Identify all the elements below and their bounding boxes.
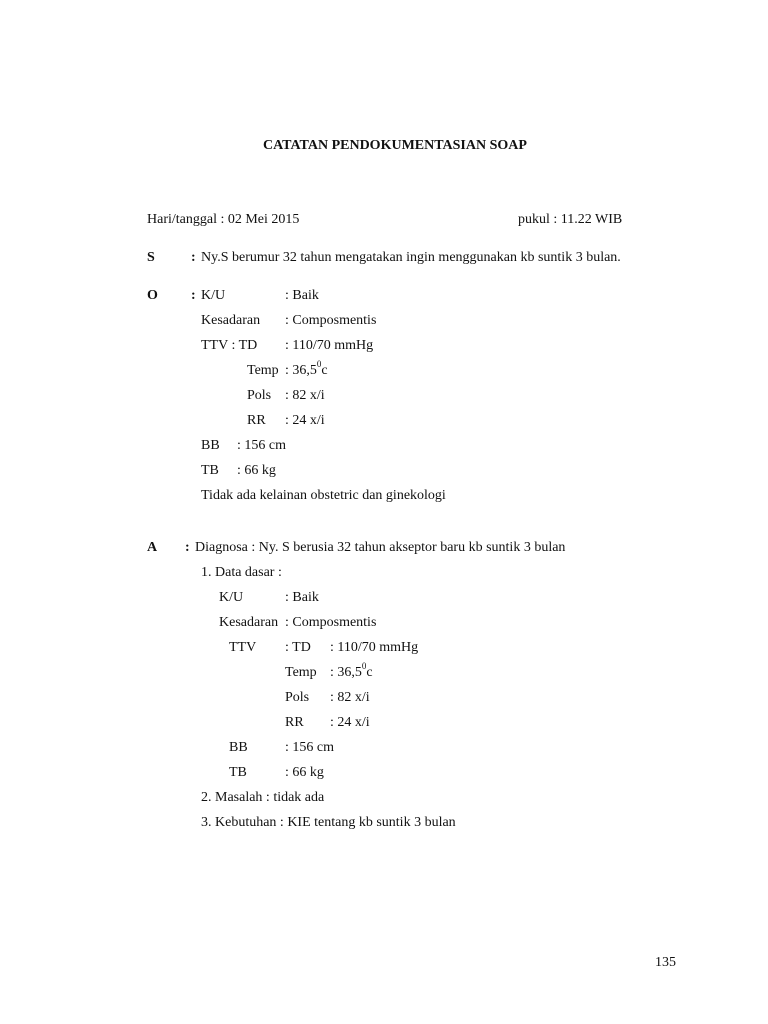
a-kesadaran-value: : Composmentis: [285, 615, 377, 630]
s-colon: :: [191, 250, 196, 265]
time-line: pukul : 11.22 WIB: [518, 212, 623, 227]
a-td-value: : 110/70 mmHg: [330, 640, 419, 655]
o-tb-value: : 66 kg: [237, 463, 276, 478]
o-tb-label: TB: [201, 463, 219, 478]
o-bb-value: : 156 cm: [237, 438, 286, 453]
o-ku-label: K/U: [201, 288, 226, 303]
a-item-1: 1. Data dasar :: [201, 565, 282, 580]
o-ttv-label: TTV : TD: [201, 338, 258, 353]
a-diagnosa: Diagnosa : Ny. S berusia 32 tahun akseptor baru kb suntik 3 bulan: [195, 540, 566, 555]
a-colon: :: [185, 540, 190, 555]
a-letter: A: [147, 540, 158, 555]
a-kesadaran-label: Kesadaran: [219, 615, 279, 630]
document-title: CATATAN PENDOKUMENTASIAN SOAP: [263, 138, 527, 153]
o-bb-label: BB: [201, 438, 220, 453]
a-item-2: 2. Masalah : tidak ada: [201, 790, 325, 805]
a-ku-label: K/U: [219, 590, 244, 605]
a-ttv-label: TTV: [229, 640, 257, 655]
o-letter: O: [147, 288, 158, 303]
s-letter: S: [147, 250, 155, 265]
a-item-3: 3. Kebutuhan : KIE tentang kb suntik 3 bulan: [201, 815, 456, 830]
a-pols-label: Pols: [285, 690, 310, 705]
a-temp-label: Temp: [285, 665, 317, 680]
a-tb-label: TB: [229, 765, 247, 780]
o-td-value: : 110/70 mmHg: [285, 338, 374, 353]
a-rr-label: RR: [285, 715, 304, 730]
o-kesadaran-label: Kesadaran: [201, 313, 261, 328]
a-pols-value: : 82 x/i: [330, 690, 370, 705]
o-rr-value: : 24 x/i: [285, 413, 325, 428]
o-temp-label: Temp: [247, 363, 279, 378]
o-rr-label: RR: [247, 413, 266, 428]
o-note: Tidak ada kelainan obstetric dan ginekologi: [201, 488, 446, 503]
a-bb-value: : 156 cm: [285, 740, 334, 755]
a-rr-value: : 24 x/i: [330, 715, 370, 730]
o-colon: :: [191, 288, 196, 303]
o-kesadaran-value: : Composmentis: [285, 313, 377, 328]
s-text: Ny.S berumur 32 tahun mengatakan ingin menggunakan kb suntik 3 bulan.: [201, 250, 621, 265]
o-pols-label: Pols: [247, 388, 272, 403]
a-temp-value: : 36,5$^0$c: [330, 661, 373, 680]
page-number: 135: [655, 955, 676, 970]
a-ku-value: : Baik: [285, 590, 319, 605]
o-temp-value: : 36,5$^0$c: [285, 359, 328, 378]
date-line: Hari/tanggal : 02 Mei 2015: [147, 212, 300, 227]
o-ku-value: : Baik: [285, 288, 319, 303]
a-td-label: : TD: [285, 640, 311, 655]
a-bb-label: BB: [229, 740, 248, 755]
a-tb-value: : 66 kg: [285, 765, 324, 780]
o-pols-value: : 82 x/i: [285, 388, 325, 403]
